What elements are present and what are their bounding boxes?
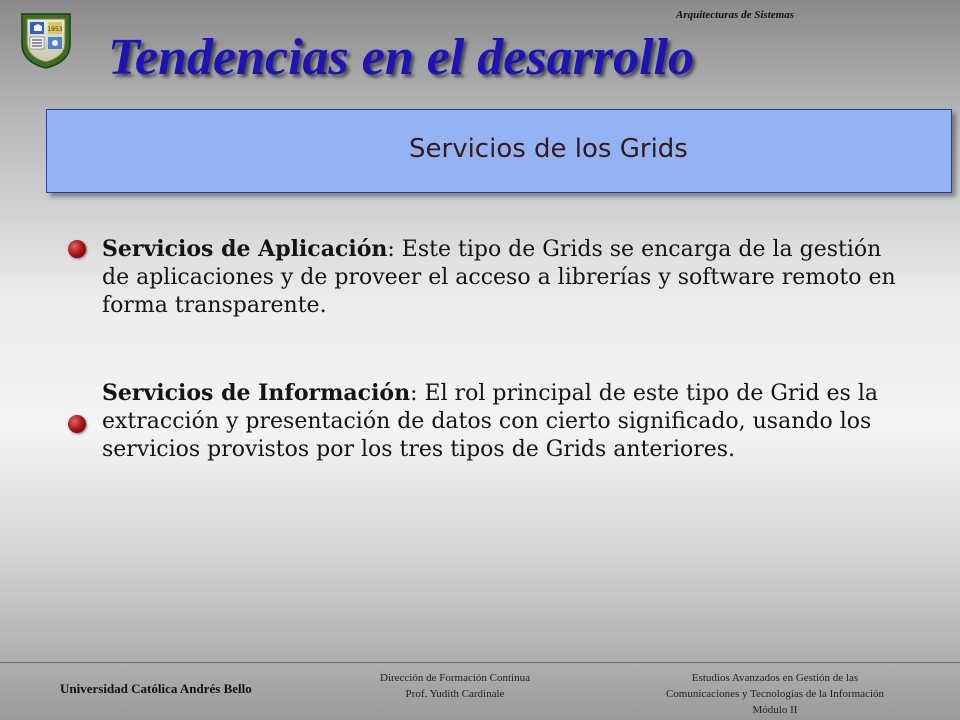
- bullet-paragraph: [102, 379, 902, 464]
- slide-title: Tendencias en el desarrollo: [108, 29, 694, 86]
- footer-center: [340, 670, 570, 702]
- footer-center-line: Prof. Yudith Cardinale: [405, 688, 505, 700]
- course-name: Arquitecturas de Sistemas: [676, 9, 794, 21]
- subtitle-text: Servicios de los Grids: [409, 134, 688, 164]
- footer-center-line: Dirección de Formación Continua: [380, 672, 530, 684]
- footer-right-line: Estudios Avanzados en Gestión de las: [691, 672, 859, 684]
- bullet-term: Servicios de Información: [102, 380, 411, 406]
- svg-text:1953: 1953: [47, 26, 63, 33]
- bullet-text: : El rol principal de este tipo de Grid es la extracción y presentación de datos con cierto significado, usando los servicios provistos por los tres tipos de Grids anteriores.: [102, 381, 878, 462]
- bullet-icon: [68, 415, 86, 433]
- footer-university: Universidad Católica Andrés Bello: [60, 681, 252, 696]
- bullet-term: Servicios de Aplicación: [102, 236, 388, 262]
- footer-right: [630, 670, 920, 718]
- university-crest-icon: [18, 10, 74, 70]
- footer-divider: [0, 662, 960, 663]
- subtitle-banner: [46, 109, 952, 193]
- bullet-paragraph: [102, 235, 902, 320]
- bullet-icon: [68, 240, 86, 258]
- footer-right-line: Módulo II: [752, 704, 798, 716]
- footer-right-line: Comunicaciones y Tecnologías de la Información: [665, 688, 885, 700]
- bullet-text: : Este tipo de Grids se encarga de la gestión de aplicaciones y de proveer el acceso a librerías y software remoto en forma transparente.: [102, 237, 896, 318]
